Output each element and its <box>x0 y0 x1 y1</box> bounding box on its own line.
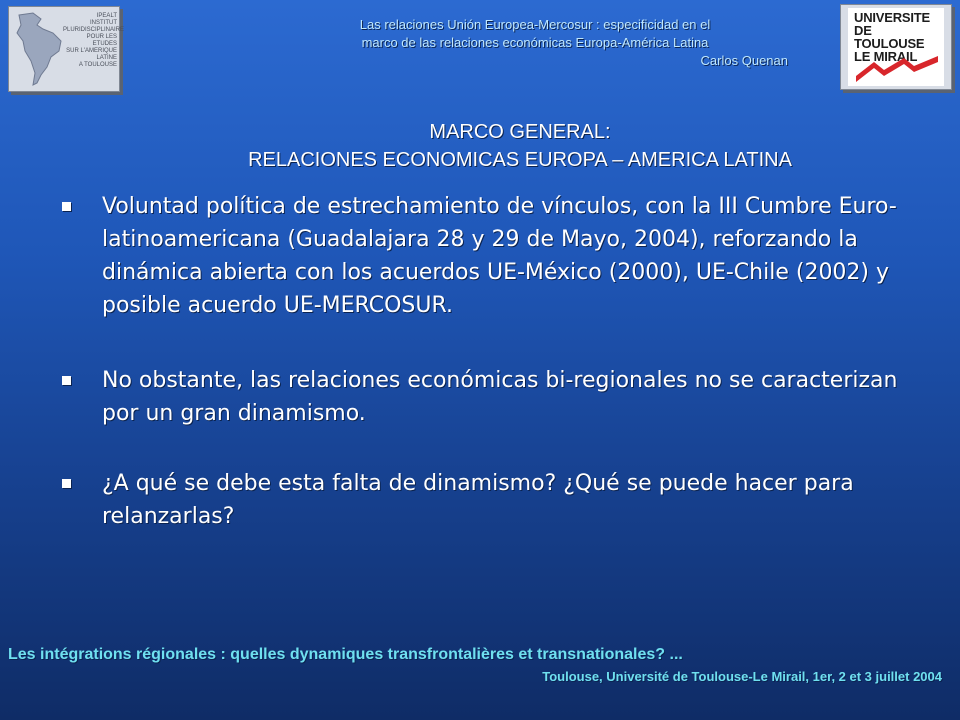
latin-america-map-icon <box>13 11 65 87</box>
section-title-line2: RELACIONES ECONOMICAS EUROPA – AMERICA LATINA <box>248 149 792 171</box>
author-name: Carlos Quenan <box>700 53 788 68</box>
square-bullet-icon <box>62 202 71 211</box>
section-title-line1: MARCO GENERAL: <box>429 121 611 143</box>
university-logo-panel <box>848 8 944 86</box>
university-logo <box>840 4 952 90</box>
footer-venue-date: Toulouse, Université de Toulouse-Le Mirail, 1er, 2 et 3 juillet 2004 <box>542 669 942 684</box>
university-logo-stripe-icon <box>854 54 940 82</box>
university-logo-text: UNIVERSITE DE TOULOUSE LE MIRAIL <box>854 10 931 64</box>
bullet-item <box>58 467 938 547</box>
presentation-title-line1: Las relaciones Unión Europea-Mercosur : especificidad en el <box>359 17 711 32</box>
presentation-title-line2: marco de las relaciones económicas Europa-América Latina <box>361 35 709 50</box>
bullet-text: No obstante, las relaciones económicas bi-regionales no se caracterizan por un gran dinamismo. <box>102 368 898 426</box>
bullet-text: Voluntad política de estrechamiento de vínculos, con la III Cumbre Euro-latinoamericana (Guadalajara 28 y 29 de Mayo, 2004), reforzando la dinámica abierta con los acuerdos UE-México (2000), UE-Chile (2002) y posible acuerdo UE-MERCOSUR. <box>102 194 897 318</box>
ipealt-logo <box>8 6 125 92</box>
section-title <box>180 118 860 174</box>
bullet-list <box>58 190 938 547</box>
bullet-text: ¿A qué se debe esta falta de dinamismo? ¿Qué se puede hacer para relanzarlas? <box>102 471 854 529</box>
bullet-item <box>58 364 938 467</box>
presentation-title <box>300 16 770 52</box>
ipealt-logo-text: IPEALT INSTITUT PLURIDISCIPLINAIRE POUR LES ETUDES SUR L'AMERIQUE LATINE A TOULOUSE <box>63 13 125 68</box>
bullet-item <box>58 190 938 364</box>
footer-conference-title: Les intégrations régionales : quelles dynamiques transfrontalières et transnationales? ... <box>8 646 683 663</box>
square-bullet-icon <box>62 479 71 488</box>
square-bullet-icon <box>62 376 71 385</box>
